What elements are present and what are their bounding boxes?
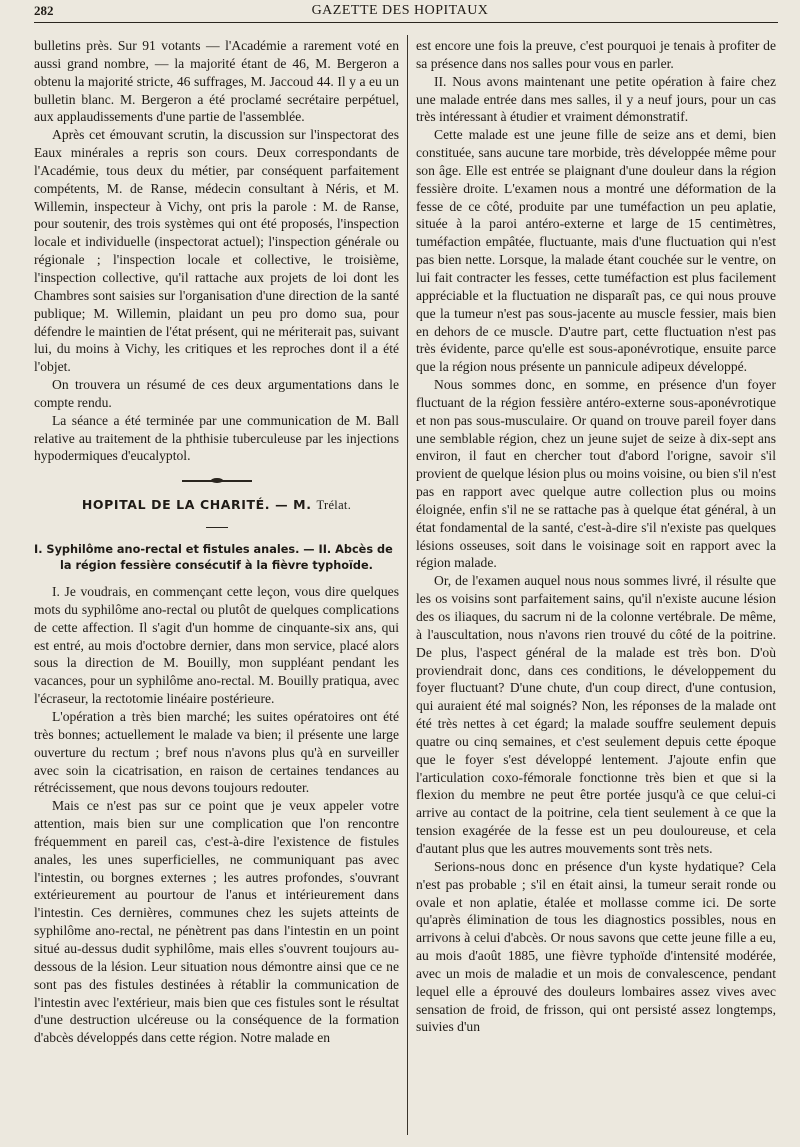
section-author: Trélat.	[316, 498, 352, 513]
column-divider	[407, 35, 408, 1135]
paragraph: L'opération a très bien marché; les suites opératoires ont été très bonnes; actuellement le malade va bien; il présente une large ouverture du rectum ; bref nous n'avons plus qu'à en surveiller avec soin la cicatrisation, en raison de certaines tendances au rétrécissement, que nous devons toujours redouter.	[34, 709, 399, 796]
paragraph: Serions-nous donc en présence d'un kyste hydatique? Cela n'est pas probable ; s'il en était ainsi, la tumeur serait ronde ou ovale et non aplatie, étalée et mollasse comme ici. De sorte qu'après élimination de tous les diagnostics possibles, nous en arrivons à celui d'abcès. Or nous savons que cette jeune fille a eu, au mois d'août 1885, une fièvre typhoïde d'intensité modérée, avec un mois de maladie et un mois de convalescence, pendant lequel elle a éprouvé des douleurs lombaires assez vives avec sensation de froid, de frisson, qui ont persisté assez longtemps, suivies d'un	[416, 858, 776, 1035]
paragraph: I. Je voudrais, en commençant cette leçon, vous dire quelques mots du syphilôme ano-rectal ou plutôt de quelques complications de cette affection. Il s'agit d'un homme de cinquante-six ans, qui est entré, au mois d'octobre dernier, dans mon service, placé alors sous la direction de M. Bouilly, mon suppléant pendant les vacances, pour un syphilôme ano-rectal. M. Bouilly pratiqua, avec l'écraseur, la rectotomie linéaire postérieure.	[34, 584, 399, 707]
paragraph: Après cet émouvant scrutin, la discussion sur l'inspectorat des Eaux minérales a repris son cours. Deux correspondants de l'Académie, tous deux du métier, par conséquent parfaitement compétents, M. de Ranse, médecin consultant à Néris, et M. Willemin, inspecteur à Vichy, ont pris la parole : M. de Ranse, pour soutenir, des trois systèmes qui ont été proposés, l'inspection locale et individuelle (inspectorat actuel); l'inspection générale ou régionale ; l'inspection locale et collective, le troisième, l'inspection collective, qu'il rattache aux projets de loi dont les Chambres sont saisies sur l'organisation d'une direction de la santé publique; M. Willemin, plaidant un peu pro domo sua, pour défendre le maintien de l'état présent, qui ne mériterait pas, suivant lui, du moins à Vichy, les critiques et les reproches dont il a été l'objet.	[34, 127, 399, 375]
paragraph: Mais ce n'est pas sur ce point que je veux appeler votre attention, mais bien sur une complication que l'on rencontre fréquemment en pareil cas, c'est-à-dire l'existence de fistules anales, les unes superficielles, ne communiquant pas avec l'intestin, ou borgnes externes ; les autres profondes, s'ouvrant extérieurement au pourtour de l'anus et intérieurement dans l'intestin. Ces dernières, communes chez les sujets atteints de syphilôme ano-rectal, ne pénètrent pas dans l'intestin en un point situé au-dessus dudit syphilôme, mais elles s'ouvrent toujours au-dessous de la lésion. Leur situation nous démontre ainsi que ce ne sont pas des fistules destinées à rétablir la communication de l'intestin avec l'extérieur, mais bien que ces fistules sont le résultat d'une destruction ulcéreuse ou la conséquence de la formation d'abcès développés dans cette région. Notre malade en	[34, 798, 399, 1046]
paragraph: est encore une fois la preuve, c'est pourquoi je tenais à profiter de sa présence dans nos salles pour vous en parler.	[416, 38, 776, 71]
paragraph: II. Nous avons maintenant une petite opération à faire chez une malade entrée dans mes salles, il y a neuf jours, pour un cas très intéressant à étudier et vraiment démonstratif.	[416, 73, 776, 125]
paragraph: La séance a été terminée par une communication de M. Ball relative au traitement de la phthisie tuberculeuse par les injections hypodermiques d'eucalyptol.	[34, 412, 399, 464]
section-title	[34, 496, 399, 515]
section-heading-text: HOPITAL DE LA CHARITÉ. — M.	[81, 497, 312, 513]
paragraph: Nous sommes donc, en somme, en présence d'un foyer fluctuant de la région fessière antéro-externe sous-aponévrotique et non pas sous-musculaire. Or quand on trouve pareil foyer dans une semblable région, chez un jeune sujet de seize à dix-sept ans environ, il faut en chercher tout d'abord l'origne, savoir s'il provient de quelque lésion plus ou moins voisine, ou bien s'il n'est pas en rapport avec quelque autre collection plus ou moins éloignée, enfin s'il ne se rattache pas à quelque état général, à un état fondamental de la santé, c'est-à-dire s'il n'existe pas quelques lésions osseuses, soit dans le voisinage soit en rapport avec la région malade.	[416, 377, 776, 571]
lecture-title-line: I. Syphilôme ano-rectal et fistules anales. — II. Abcès de	[34, 543, 393, 557]
right-column	[416, 37, 776, 1036]
left-column	[34, 37, 399, 1047]
header-rule	[34, 22, 778, 23]
lecture-title	[34, 542, 399, 573]
running-title: GAZETTE DES HOPITAUX	[311, 3, 489, 18]
page-number: 282	[34, 3, 54, 18]
paragraph: On trouvera un résumé de ces deux argumentations dans le compte rendu.	[34, 377, 399, 410]
paragraph: bulletins près. Sur 91 votants — l'Académie a rarement voté en aussi grand nombre, — la majorité étant de 46, M. Bergeron a obtenu la majorité stricte, 46 suffrages, M. Jaccoud 44. Il y a eu un bulletin blanc. M. Bergeron a été proclamé secrétaire perpétuel, aux applaudissements d'une partie de l'assemblée.	[34, 38, 399, 125]
short-divider	[206, 527, 228, 528]
paragraph: Or, de l'examen auquel nous nous sommes livré, il résulte que les os voisins sont parfaitement sains, qu'il n'existe aucune lésion des os iliaques, du sacrum ni de la colonne vertébrale. De même, à l'auscultation, nous n'avons rien trouvé du côté de la poitrine. De plus, l'aspect général de la malade est très bon. D'où proviendrait donc, dans ces conditions, le développement du foyer fluctuant? D'une chute, d'un coup direct, d'une contusion, qui auraient été mal soignés? Non, les réponses de la malade ont été très nettes à cet égard; la malade souffre seulement depuis quatre ou cinq semaines, et c'est seulement depuis cette époque que le foyer s'est développé lentement. J'ajoute enfin que l'articulation coxo-fémorale fonctionne très bien et que si la flexion du membre ne peut être portée jusqu'à ce que celui-ci arrive au contact de la poitrine, cela tient seulement à ce que la tension exagérée de la fesse est un peu douloureuse, et cela d'autant plus que les autres mouvements sont très nets.	[416, 573, 776, 856]
lecture-title-line: la région fessière consécutif à la fièvre typhoïde.	[60, 558, 373, 572]
paragraph: Cette malade est une jeune fille de seize ans et demi, bien constituée, sans aucune tare morbide, très développée même pour son âge. Elle est entrée se plaignant d'une douleur dans la région fessière droite. L'examen nous a montré une déformation de la fesse de ce côté, produite par une tuméfaction un peu aplatie, située à la paroi antéro-externe et large de 15 centimètres, tuméfaction empâtée, fluctuante, mais d'une fluctuation qui n'est pas bien nette. Lorsque, la malade étant couchée sur le ventre, on lui fait contracter les fesses, cette tuméfaction est plus facilement appréciable et la fluctuation ne disparaît pas, ce qui nous prouve que la tumeur n'est pas sous-jacente au muscle fessier, mais bien en dehors de ce muscle. D'autre part, cette fluctuation n'est pas très évidente, parce qu'elle est sous-aponévrotique, ensuite parce que la région nous présente un pannicule adipeux développé.	[416, 127, 776, 375]
ornamental-separator	[182, 480, 252, 482]
